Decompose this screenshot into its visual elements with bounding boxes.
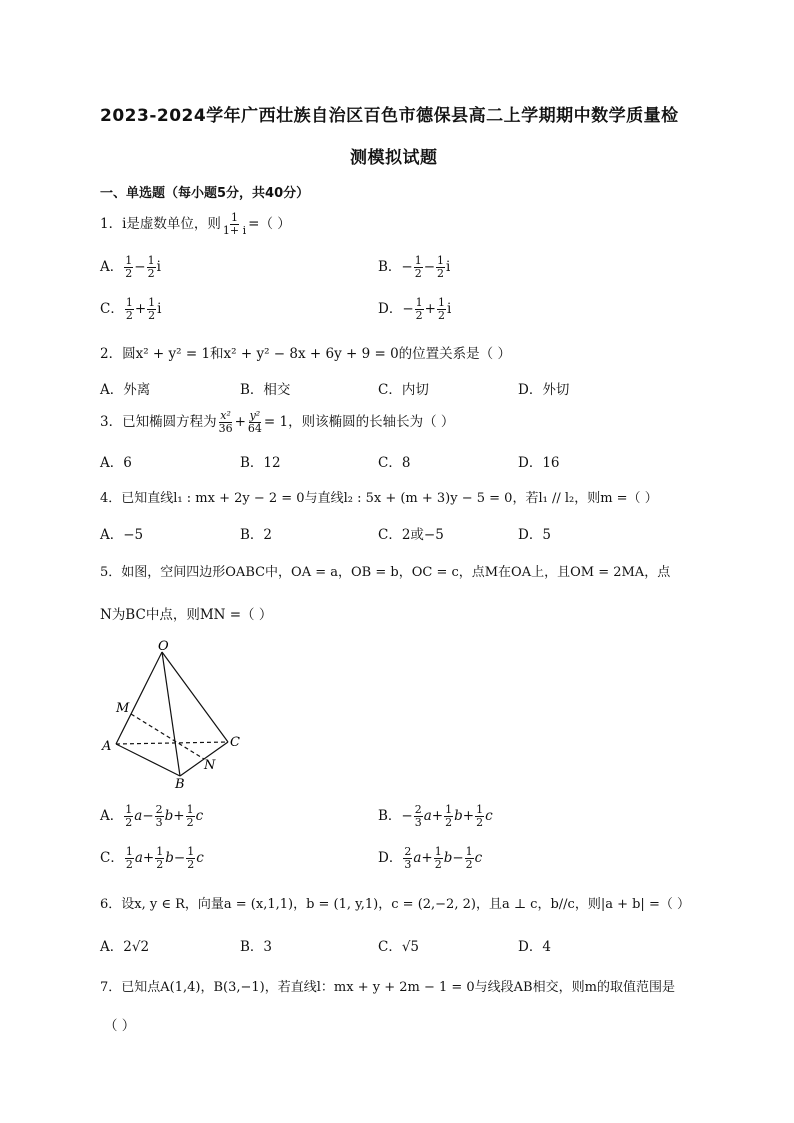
q5-option-d[interactable]: D． $\frac{2}{3}$ a+ $\frac{1}{2}$ b− $\frac{1}{2}$ c: [378, 845, 483, 871]
q1-option-d[interactable]: D．− $\frac{1}{2}$ + $\frac{1}{2}$ i: [378, 296, 452, 322]
label-a: A: [102, 739, 112, 754]
label-n: N: [204, 758, 216, 773]
q6-option-a[interactable]: A．2√2: [100, 939, 150, 955]
q4-option-b[interactable]: B．2: [240, 527, 273, 543]
paper-title-line2: 测模拟试题: [350, 148, 438, 168]
question-5-stem-line1: 5．如图，空间四边形OABC中，OA = a，OB = b，OC = c，点M在OA上，且OM = 2MA，点: [100, 565, 671, 580]
tetrahedron-figure: [100, 638, 260, 790]
q1-fraction: $\frac{1}{1+ i}$: [222, 211, 247, 237]
question-3-stem: 3．已知椭圆方程为 $\frac{\text{x²}}{36}$ + $\frac{\text{y²}}{64}$ = 1，则该椭圆的长轴长为（ ）: [100, 409, 455, 435]
question-5-stem-line2: N为BC中点，则MN =（ ）: [100, 607, 273, 623]
question-6-stem: 6．设x, y ∈ R，向量a = (x,1,1)，b = (1, y,1)，c = (2,−2, 2)，且a ⊥ c，b//c，则|a + b| =（ ）: [100, 897, 690, 912]
q1-option-b[interactable]: B．− $\frac{1}{2}$ − $\frac{1}{2}$ i: [378, 254, 451, 280]
segment-mn-dashed: [131, 714, 204, 759]
question-7-stem-line2: （ ）: [104, 1018, 136, 1034]
label-o: O: [158, 639, 169, 654]
question-4-stem: 4．已知直线l₁ : mx + 2y − 2 = 0与直线l₂ : 5x + (m + 3)y − 5 = 0，若l₁ // l₂，则m =（ ）: [100, 491, 658, 506]
edge-oa: [116, 652, 162, 744]
q5-option-b[interactable]: B．− $\frac{2}{3}$ a+ $\frac{1}{2}$ b+ $\frac{1}{2}$ c: [378, 803, 493, 829]
q1-option-a[interactable]: A． $\frac{1}{2}$ − $\frac{1}{2}$ i: [100, 254, 161, 280]
label-c: C: [230, 735, 240, 750]
q5-option-c[interactable]: C． $\frac{1}{2}$ a+ $\frac{1}{2}$ b− $\frac{1}{2}$ c: [100, 845, 204, 871]
question-1-stem: 1．i是虚数单位，则 $\frac{1}{1+ i}$ =（ ）: [100, 211, 291, 237]
q2-option-b[interactable]: B．相交: [240, 382, 291, 398]
q5-option-a[interactable]: A． $\frac{1}{2}$ a− $\frac{2}{3}$ b+ $\frac{1}{2}$ c: [100, 803, 204, 829]
section-heading: 一、单选题（每小题5分，共40分）: [100, 186, 310, 201]
q6-option-d[interactable]: D．4: [518, 939, 551, 955]
q2-option-c[interactable]: C．内切: [378, 382, 429, 398]
edge-ab: [116, 744, 180, 776]
q6-option-c[interactable]: C．√5: [378, 939, 420, 955]
edge-ac-dashed: [116, 742, 228, 744]
q3-option-d[interactable]: D．16: [518, 455, 560, 471]
q4-option-a[interactable]: A．−5: [100, 527, 144, 543]
q4-option-d[interactable]: D．5: [518, 527, 551, 543]
paper-title-line1: 2023-2024学年广西壮族自治区百色市德保县高二上学期期中数学质量检: [100, 106, 679, 126]
edge-ob: [162, 652, 180, 776]
edge-oc: [162, 652, 228, 742]
q2-option-d[interactable]: D．外切: [518, 382, 570, 398]
q3-option-a[interactable]: A．6: [100, 455, 132, 471]
q3-option-b[interactable]: B．12: [240, 455, 281, 471]
question-7-stem-line1: 7．已知点A(1,4)，B(3,−1)，若直线l：mx + y + 2m − 1 = 0与线段AB相交，则m的取值范围是: [100, 980, 675, 995]
q4-option-c[interactable]: C．2或−5: [378, 527, 444, 543]
q1-option-c[interactable]: C． $\frac{1}{2}$ + $\frac{1}{2}$ i: [100, 296, 162, 322]
label-b: B: [175, 777, 185, 790]
label-m: M: [116, 701, 130, 716]
q2-option-a[interactable]: A．外离: [100, 382, 151, 398]
q6-option-b[interactable]: B．3: [240, 939, 273, 955]
question-2-stem: 2．圆x² + y² = 1和x² + y² − 8x + 6y + 9 = 0的位置关系是（ ）: [100, 346, 511, 362]
q3-option-c[interactable]: C．8: [378, 455, 411, 471]
